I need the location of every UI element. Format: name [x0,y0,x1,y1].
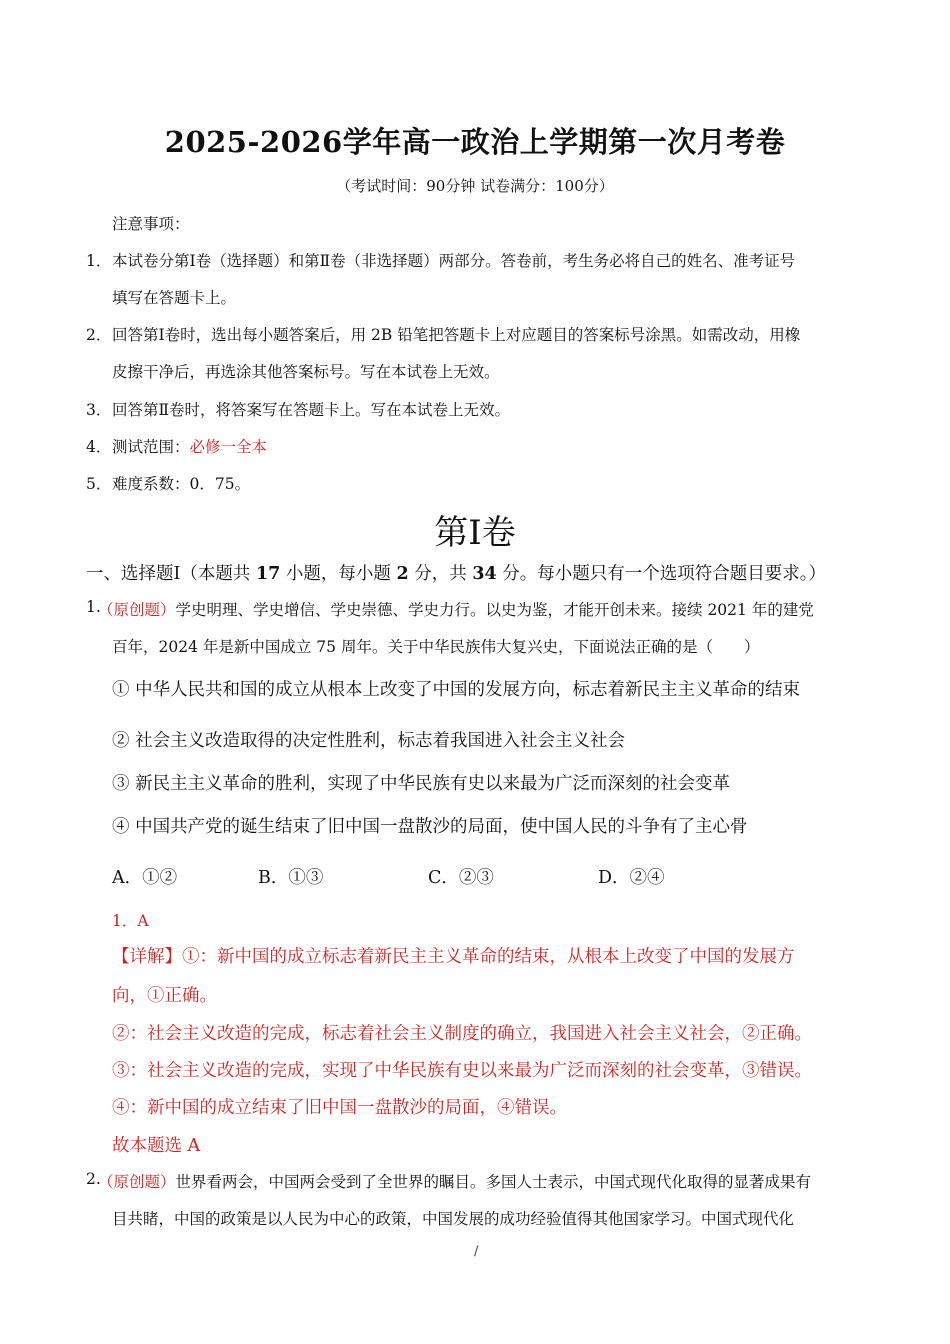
q2-tag: （原创题） [98,1173,176,1191]
q1-line1 [98,598,814,620]
instr-part-c: 分，共 [408,564,473,584]
q1-option-d: D．②④ [598,868,665,888]
instr-part-b: 小题，每小题 [280,564,397,584]
q1-detail-2: 向，①正确。 [112,986,217,1006]
note-5-num: 5． [86,475,112,493]
q1-statement-4: ④ 中国共产党的诞生结束了旧中国一盘散沙的局面，使中国人民的斗争有了主心骨 [112,817,748,837]
note-3-num: 3． [86,401,112,419]
q1-answer: 1．A [112,912,149,930]
notes-heading: 注意事项： [112,215,190,233]
note-5-line1: 难度系数：0．75。 [112,475,251,493]
exam-subtitle: （考试时间：90分钟 试卷满分：100分） [336,177,614,195]
q1-text-1: 学史明理、学史增信、学史崇德、学史力行。以史为鉴，才能开创未来。接续 2021 年的建党 [175,601,814,619]
q1-statement-1: ① 中华人民共和国的成立从根本上改变了中国的发展方向，标志着新民主主义革命的结束 [112,680,801,700]
q1-option-c: C．②③ [428,868,494,888]
note-2-line1: 回答第Ⅰ卷时，选出每小题答案后，用 2B 铅笔把答题卡上对应题目的答案标号涂黑。如需改动，用橡 [112,326,801,344]
test-scope-value: 必修一全本 [189,438,268,456]
note-1-line1: 本试卷分第Ⅰ卷（选择题）和第Ⅱ卷（非选择题）两部分。答卷前，考生务必将自己的姓名、准考证号 [112,252,796,270]
section-instructions [86,560,826,585]
q1-number: 1. [86,598,101,616]
q1-line2: 百年，2024 年是新中国成立 75 周年。关于中华民族伟大复兴史，下面说法正确的是（ ） [112,638,760,656]
q1-statement-3: ③ 新民主主义革命的胜利，实现了中华民族有史以来最为广泛而深刻的社会变革 [112,774,731,794]
instr-part-d: 分。每小题只有一个选项符合题目要求。） [496,564,826,584]
q1-statement-2: ② 社会主义改造取得的决定性胜利，标志着我国进入社会主义社会 [112,731,626,751]
q1-detail-4: ③：社会主义改造的完成，实现了中华民族有史以来最为广泛而深刻的社会变革，③错误。 [112,1061,812,1081]
points-total: 34 [472,564,497,584]
note-2-line2: 皮擦干净后，再选涂其他答案标号。写在本试卷上无效。 [112,363,500,381]
q2-line1 [98,1170,811,1192]
q1-option-a: A．①② [112,868,178,888]
note-1-line2: 填写在答题卡上。 [112,289,237,307]
points-each: 2 [396,564,409,584]
note-1-num: 1． [86,252,112,270]
q1-detail-1: 【详解】①：新中国的成立标志着新民主主义革命的结束，从根本上改变了中国的发展方 [112,947,795,967]
q1-tag: （原创题） [98,601,176,619]
page-footer: / [474,1244,479,1259]
note-4-line [112,435,267,457]
note-3-line1: 回答第Ⅱ卷时，将答案写在答题卡上。写在本试卷上无效。 [112,401,511,419]
note-2-num: 2． [86,326,112,344]
q2-text-1: 世界看两会，中国两会受到了全世界的瞩目。多国人士表示，中国式现代化取得的显著成果有 [175,1173,812,1191]
test-scope-label: 测试范围： [112,438,190,456]
exam-title: 2025-2026学年高一政治上学期第一次月考卷 [164,125,786,159]
q1-detail-3: ②：社会主义改造的完成，标志着社会主义制度的确立，我国进入社会主义社会，②正确。 [112,1024,812,1044]
note-4-num: 4． [86,438,112,456]
q1-option-b: B．①③ [258,868,324,888]
question-count: 17 [255,564,281,584]
q2-number: 2. [86,1170,101,1188]
section-title: 第Ⅰ卷 [434,513,516,553]
q1-conclusion: 故本题选 A [112,1136,201,1156]
q1-detail-5: ④：新中国的成立结束了旧中国一盘散沙的局面，④错误。 [112,1098,567,1118]
q2-line2: 目共睹，中国的政策是以人民为中心的政策，中国发展的成功经验值得其他国家学习。中国式现代化 [112,1210,795,1228]
instr-part-a: 一、选择题Ⅰ（本题共 [86,564,256,584]
